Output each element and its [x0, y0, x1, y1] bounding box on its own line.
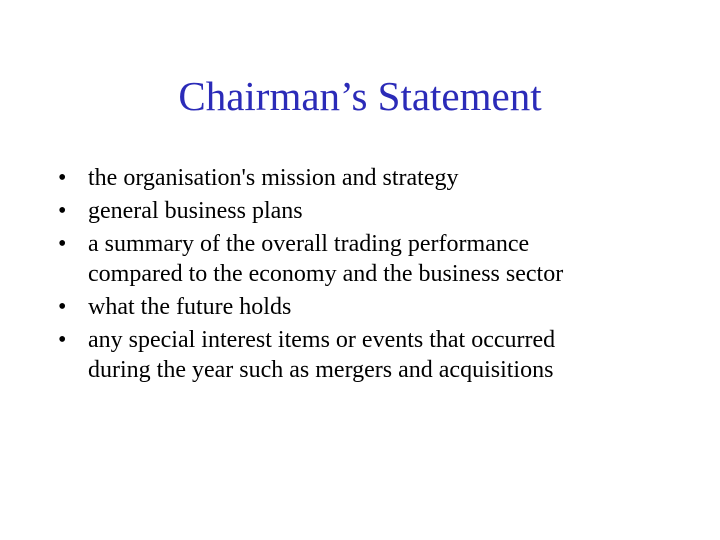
bullet-text-continuation: during the year such as mergers and acquisitions	[88, 357, 554, 383]
list-item	[58, 292, 698, 322]
bullet-text-continuation: compared to the economy and the business sector	[88, 261, 564, 287]
bullet-list	[58, 163, 698, 388]
bullet-text: the organisation's mission and strategy	[88, 165, 459, 191]
bullet-icon: •	[58, 165, 67, 191]
bullet-icon: •	[58, 327, 67, 353]
bullet-text: general business plans	[88, 198, 303, 224]
bullet-icon: •	[58, 198, 67, 224]
bullet-text: what the future holds	[88, 294, 292, 320]
bullet-icon: •	[58, 294, 67, 320]
bullet-text: a summary of the overall trading performance	[88, 231, 530, 257]
list-item	[58, 325, 698, 385]
list-item	[58, 196, 698, 226]
bullet-icon: •	[58, 231, 67, 257]
bullet-text: any special interest items or events that occurred	[88, 327, 556, 353]
list-item	[58, 229, 698, 289]
list-item	[58, 163, 698, 193]
slide-title: Chairman’s Statement	[178, 73, 542, 119]
